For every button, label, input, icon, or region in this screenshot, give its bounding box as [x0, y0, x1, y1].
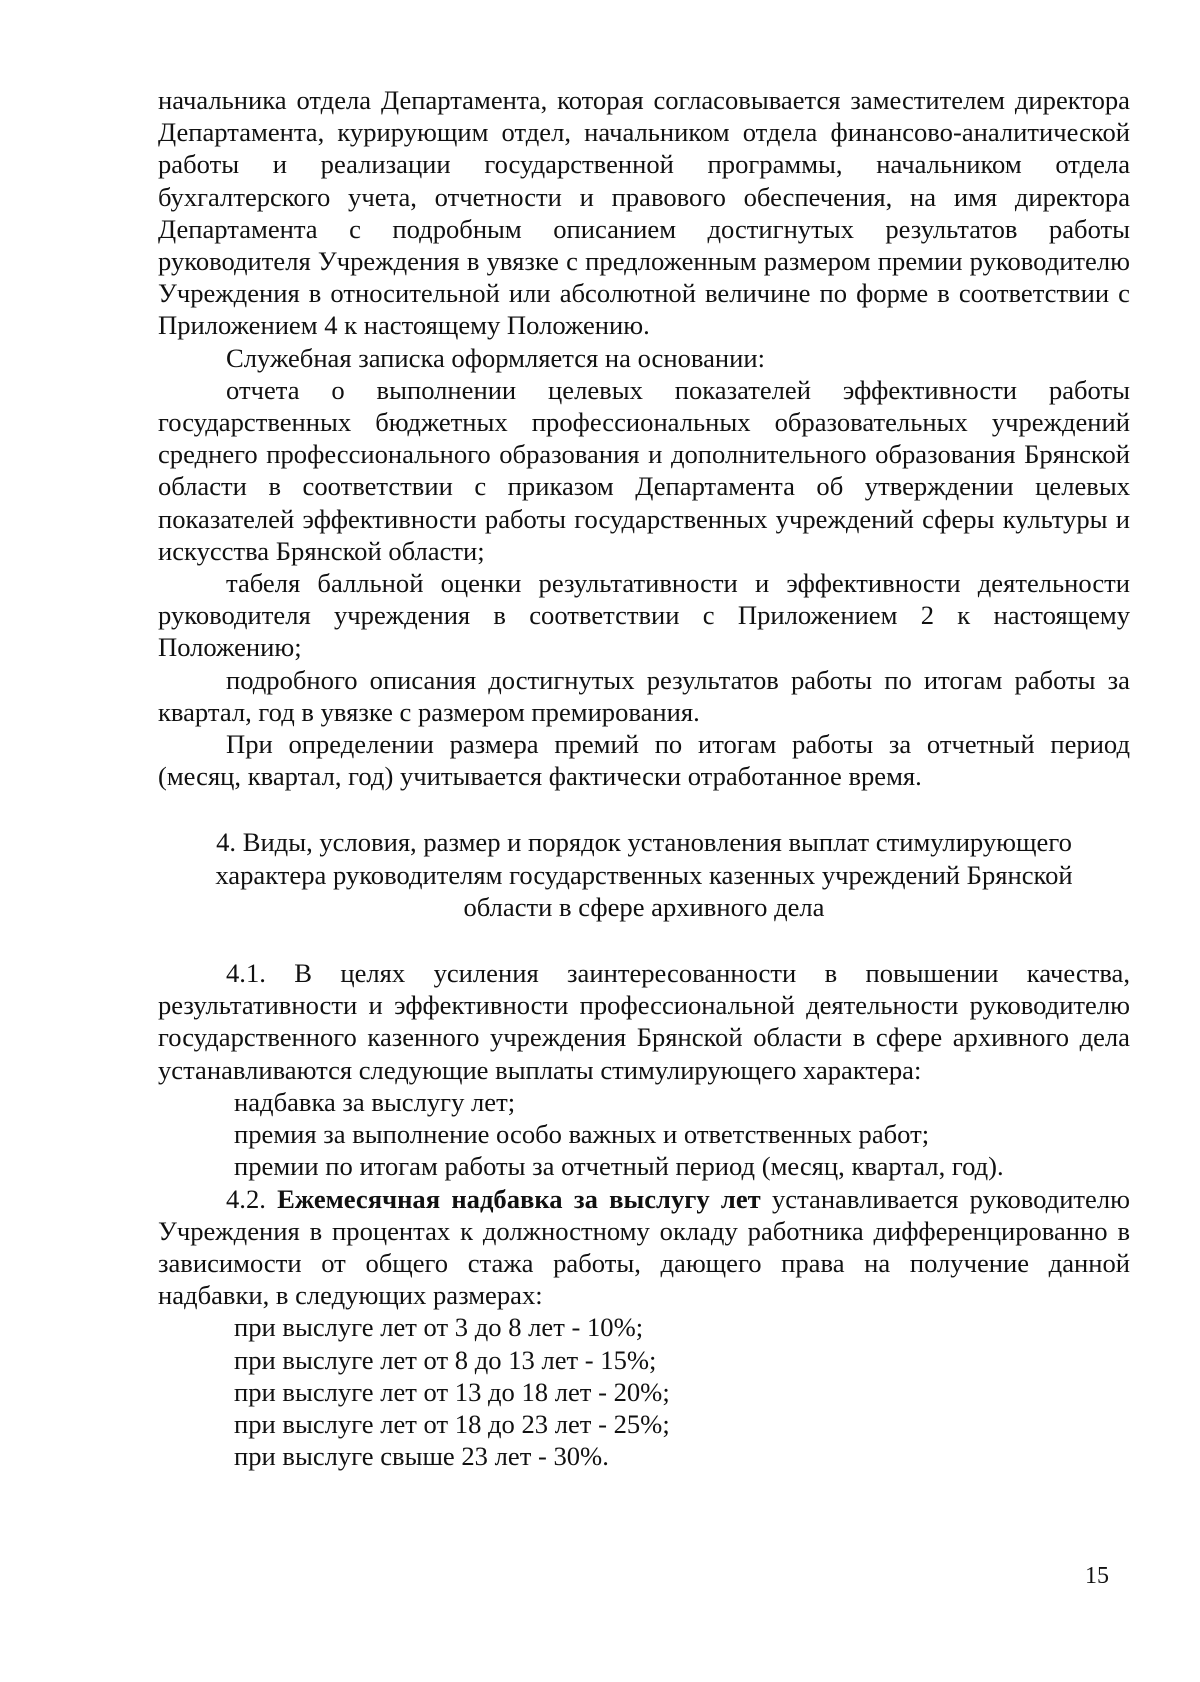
section-heading: 4. Виды, условия, размер и порядок установления выплат стимулирующего характера руководителям государственных казенных учреждений Брянской области в сфере архивного дела	[215, 827, 1073, 922]
paragraph-memo-approval: начальника отдела Департамента, которая согласовывается заместителем директора Департамента, курирующим отдел, начальником отдела финансово-аналитической работы и реализации государственной программы, начальником отдела бухгалтерского учета, отчетности и правового обеспечения, на имя директора Департамента с подробным описанием достигнутых результатов работы руководителя Учреждения в увязке с предложенным размером премии руководителю Учреждения в относительной или абсолютной величине по форме в соответствии с Приложением 4 к настоящему Положению.	[158, 85, 1130, 341]
paragraph-memo-basis: Служебная записка оформляется на основании:	[226, 342, 765, 373]
page-number: 15	[1085, 1563, 1109, 1589]
paragraph-4-1: 4.1. В целях усиления заинтересованности в повышении качества, результативности и эффективности профессиональной деятельности руководителю государственного казенного учреждения Брянской области в сфере архивного дела устанавливаются следующие выплаты стимулирующего характера:	[158, 958, 1130, 1085]
paragraph-4-2	[158, 1183, 1130, 1312]
list-item-seniority: при выслуге лет от 13 до 18 лет - 20%;	[234, 1376, 670, 1407]
list-item-payment: надбавка за выслугу лет;	[234, 1086, 516, 1117]
list-item-payment: премия за выполнение особо важных и ответственных работ;	[234, 1119, 930, 1150]
list-item-seniority: при выслуге лет от 8 до 13 лет - 15%;	[234, 1344, 657, 1375]
list-item-seniority: при выслуге свыше 23 лет - 30%.	[234, 1441, 609, 1472]
list-item-seniority: при выслуге лет от 18 до 23 лет - 25%;	[234, 1408, 670, 1439]
list-item-payment: премии по итогам работы за отчетный период (месяц, квартал, год).	[234, 1151, 1004, 1182]
paragraph-text: устанавливается руководителю Учреждения в процентах к должностному окладу работника дифференцированно в зависимости от общего стажа работы, дающего права на получение данной надбавки, в следующих размерах:	[158, 1183, 1130, 1311]
paragraph-worked-time: При определении размера премий по итогам работы за отчетный период (месяц, квартал, год) учитывается фактически отработанное время.	[158, 729, 1130, 792]
paragraph-results-description: подробного описания достигнутых результатов работы по итогам работы за квартал, год в увязке с размером премирования.	[158, 664, 1130, 727]
paragraph-score-sheet: табеля балльной оценки результативности и эффективности деятельности руководителя учреждения в соответствии с Приложением 2 к настоящему Положению;	[158, 568, 1130, 663]
paragraph-performance-report: отчета о выполнении целевых показателей эффективности работы государственных бюджетных профессиональных образовательных учреждений среднего профессионального образования и дополнительного образования Брянской области в соответствии с приказом Департамента об утверждении целевых показателей эффективности работы государственных учреждений сферы культуры и искусства Брянской области;	[158, 374, 1130, 566]
paragraph-number: 4.2.	[226, 1183, 278, 1214]
document-body	[158, 84, 1130, 1472]
bold-term-seniority-allowance: Ежемесячная надбавка за выслугу лет	[277, 1183, 761, 1214]
list-item-seniority: при выслуге лет от 3 до 8 лет - 10%;	[234, 1312, 644, 1343]
